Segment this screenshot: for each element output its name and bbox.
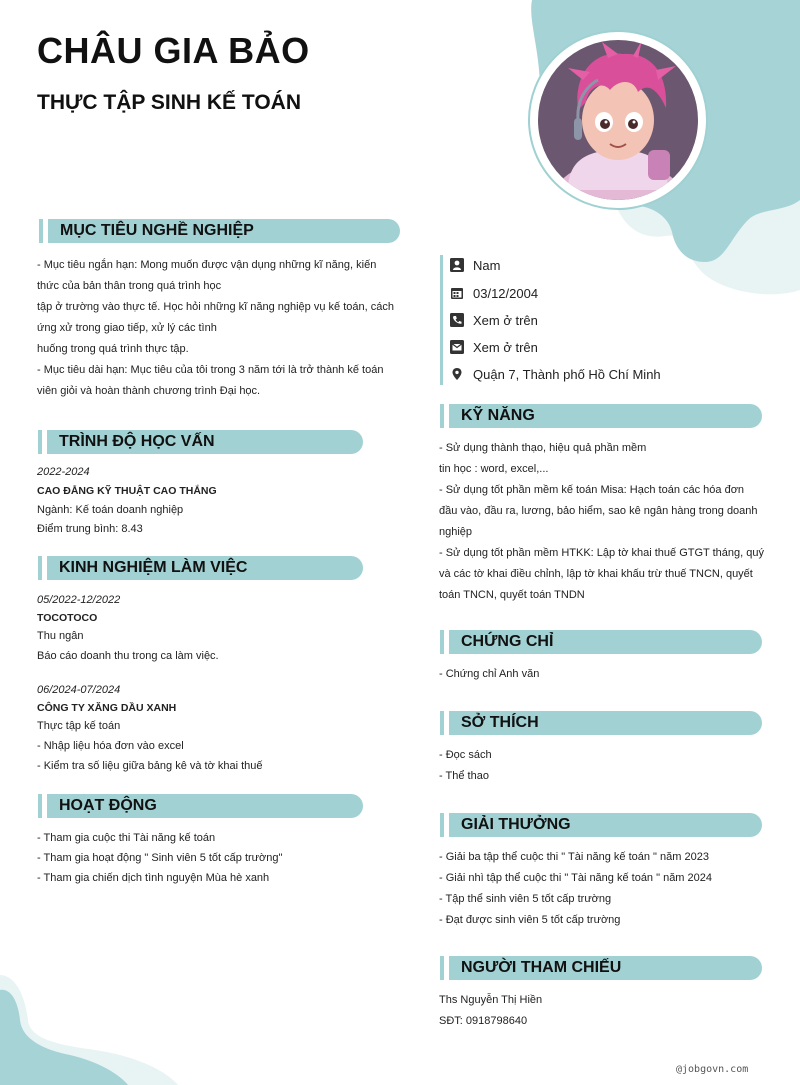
certificates-list <box>439 664 769 685</box>
skills-line: - Sử dụng thành thạo, hiệu quả phần mềm <box>439 442 647 454</box>
award-item: - Giải nhì tập thể cuộc thi " Tài năng kế toán " năm 2024 <box>439 872 712 884</box>
contact-text: Xem ở trên <box>473 312 538 328</box>
hobbies-list <box>439 745 769 787</box>
references-title: NGƯỜI THAM CHIẾU <box>449 956 762 980</box>
objective-line: - Mục tiêu ngắn hạn: Mong muốn được vận dụng những kĩ năng, kiến <box>37 259 377 271</box>
skills-line: - Sử dụng tốt phần mềm HTKK: Lập tờ khai thuế GTGT tháng, quý <box>439 547 764 559</box>
contact-phone <box>450 310 538 330</box>
phone-icon <box>450 313 464 327</box>
education-title: TRÌNH ĐỘ HỌC VẤN <box>47 430 363 454</box>
objective-text <box>37 255 407 402</box>
hobbies-title: SỞ THÍCH <box>449 711 762 735</box>
skills-line: tin học : word, excel,... <box>439 463 549 475</box>
objective-line: - Mục tiêu dài hạn: Mục tiêu của tôi trong 3 năm tới là trở thành kế toán <box>37 364 384 376</box>
contact-text: Quận 7, Thành phố Hồ Chí Minh <box>473 366 661 382</box>
email-icon <box>450 340 464 354</box>
hobby-item: - Đọc sách <box>439 749 492 761</box>
award-item: - Giải ba tập thể cuộc thi " Tài năng kế toán " năm 2023 <box>439 851 709 863</box>
watermark: @jobgovn.com <box>676 1064 749 1075</box>
awards-title: GIẢI THƯỞNG <box>449 813 762 837</box>
contact-birthday <box>450 283 538 303</box>
contact-text: 03/12/2004 <box>473 285 539 301</box>
experience-title: KINH NGHIỆM LÀM VIỆC <box>47 556 363 580</box>
activities-title: HOẠT ĐỘNG <box>47 794 363 818</box>
education-major: Ngành: Kế toán doanh nghiệp <box>37 504 184 516</box>
job-detail: Báo cáo doanh thu trong ca làm việc. <box>37 650 219 662</box>
education-period: 2022-2024 <box>37 466 90 478</box>
reference-phone: SĐT: 0918798640 <box>439 1015 528 1027</box>
job-company: CÔNG TY XĂNG DẦU XANH <box>37 702 177 714</box>
person-icon <box>450 258 464 272</box>
education-block <box>37 463 367 539</box>
job-position: Thu ngân <box>37 630 84 642</box>
avatar <box>538 40 698 200</box>
objective-line: thức của bản thân trong quá trình học <box>37 280 222 292</box>
activities-list <box>37 828 367 888</box>
hobby-item: - Thể thao <box>439 770 489 782</box>
job-position: Thực tập kế toán <box>37 720 121 732</box>
experience-job-2 <box>37 680 367 776</box>
job-period: 06/2024-07/2024 <box>37 684 121 696</box>
education-gpa: Điểm trung bình: 8.43 <box>37 523 143 535</box>
experience-job-1 <box>37 590 367 666</box>
job-detail: - Kiểm tra số liệu giữa bảng kê và tờ khai thuế <box>37 760 263 772</box>
skills-text <box>439 438 779 606</box>
education-school: CAO ĐẲNG KỸ THUẬT CAO THẮNG <box>37 485 217 497</box>
skills-line: và các tờ khai điều chỉnh, lập tờ khai khấu trừ thuế TNCN, quyết <box>439 568 753 580</box>
objective-line: huống trong quá trình thực tập. <box>37 343 189 355</box>
objective-line: tập ở trường vào thực tế. Học hỏi những kĩ năng nghiệp vụ kế toán, cách <box>37 301 394 313</box>
contact-email <box>450 337 538 357</box>
skills-line: đầu vào, đầu ra, lương, bảo hiểm, sao kê ngân hàng trong doanh <box>439 505 758 517</box>
job-title: THỰC TẬP SINH KẾ TOÁN <box>37 91 301 114</box>
contact-address <box>450 364 661 384</box>
activity-item: - Tham gia chiến dịch tình nguyện Mùa hè xanh <box>37 872 270 884</box>
calendar-icon <box>450 286 464 300</box>
activity-item: - Tham gia cuộc thi Tài năng kế toán <box>37 832 216 844</box>
avatar-frame <box>528 30 708 210</box>
objective-title: MỤC TIÊU NGHỀ NGHIỆP <box>48 219 400 243</box>
skills-line: - Sử dụng tốt phần mềm kế toán Misa: Hạch toán các hóa đơn <box>439 484 745 496</box>
objective-line: ứng xử trong giao tiếp, xử lý các tình <box>37 322 217 334</box>
contact-divider <box>440 255 443 385</box>
objective-line: viên giỏi và hoàn thành chương trình Đại học. <box>37 385 261 397</box>
award-item: - Tập thể sinh viên 5 tốt cấp trường <box>439 893 612 905</box>
skills-line: nghiệp <box>439 526 473 538</box>
certificate-item: - Chứng chỉ Anh văn <box>439 668 540 680</box>
references-list <box>439 990 769 1032</box>
contact-gender <box>450 255 500 275</box>
skills-title: KỸ NĂNG <box>449 404 762 428</box>
award-item: - Đạt được sinh viên 5 tốt cấp trường <box>439 914 621 926</box>
location-icon <box>450 367 464 381</box>
contact-text: Nam <box>473 257 501 273</box>
job-period: 05/2022-12/2022 <box>37 594 121 606</box>
reference-name: Ths Nguyễn Thị Hiền <box>439 994 543 1006</box>
certificates-title: CHỨNG CHỈ <box>449 630 762 654</box>
contact-text: Xem ở trên <box>473 339 538 355</box>
candidate-name: CHÂU GIA BẢO <box>37 30 310 71</box>
job-detail: - Nhập liệu hóa đơn vào excel <box>37 740 184 752</box>
job-company: TOCOTOCO <box>37 612 98 624</box>
skills-line: toán TNCN, quyết toán TNDN <box>439 589 585 601</box>
activity-item: - Tham gia hoạt động " Sinh viên 5 tốt cấp trường" <box>37 852 283 864</box>
awards-list <box>439 847 779 931</box>
